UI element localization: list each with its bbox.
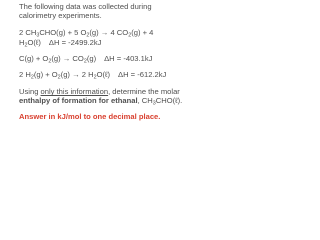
eq2-sub-2b: 2 bbox=[83, 58, 87, 65]
eq3-part-a: 2 H bbox=[19, 70, 31, 80]
question-underlined: only this information bbox=[40, 87, 109, 97]
eq1-sub-3: 3 bbox=[36, 32, 40, 39]
eq3-part-b: (g) + O bbox=[33, 70, 58, 80]
eq1-part-b: CHO(g) + 5 O bbox=[39, 28, 87, 38]
equation-2 bbox=[19, 54, 197, 63]
question-line-2 bbox=[19, 96, 197, 105]
eq1-sub-2a: 2 bbox=[86, 32, 90, 39]
question-prefix: Using bbox=[19, 87, 41, 97]
eq1-cont-b: O(ℓ) bbox=[27, 37, 41, 47]
question-bold: enthalpy of formation for ethanal bbox=[19, 96, 138, 106]
eq1-sub-2b: 2 bbox=[128, 32, 132, 39]
eq2-part-b: (g) → CO bbox=[51, 53, 84, 63]
eq2-part-c: (g) bbox=[86, 53, 97, 63]
question-content bbox=[19, 2, 197, 121]
eq3-sub-2a: 2 bbox=[30, 74, 34, 81]
eq2-delta-h: ΔH = -403.1kJ bbox=[104, 53, 153, 63]
eq2-part-a: C(g) + O bbox=[19, 53, 49, 63]
intro-line-1: The following data was collected during bbox=[19, 2, 152, 11]
eq3-part-c: (g) → 2 H bbox=[60, 70, 94, 80]
eq1-sub-2c: 2 bbox=[24, 42, 28, 49]
eq1-cont-a: H bbox=[19, 37, 25, 47]
eq1-delta-h: ΔH = -2499.2kJ bbox=[48, 37, 102, 47]
eq3-part-d: O(ℓ) bbox=[96, 70, 111, 80]
answer-instruction: Answer in kJ/mol to one decimal place. bbox=[19, 111, 161, 121]
equation-1-line-1 bbox=[19, 28, 197, 37]
question-suffix-b: CHO(ℓ). bbox=[155, 96, 183, 106]
eq1-part-c: (g) → 4 CO bbox=[89, 28, 129, 38]
equation-1-line-2 bbox=[19, 38, 197, 47]
eq3-delta-h: ΔH = -612.2kJ bbox=[118, 70, 167, 80]
question-middle: , determine the molar bbox=[108, 87, 180, 97]
eq3-sub-2b: 2 bbox=[57, 74, 61, 81]
eq1-part-d: (g) + 4 bbox=[131, 28, 154, 38]
question-line-1 bbox=[19, 87, 197, 96]
eq2-sub-2a: 2 bbox=[48, 58, 52, 65]
equation-3 bbox=[19, 70, 197, 79]
eq3-sub-2c: 2 bbox=[93, 74, 97, 81]
question-suffix-a: , CH bbox=[137, 96, 153, 106]
eq1-part-a: 2 CH bbox=[19, 28, 37, 38]
question-sub-3: 3 bbox=[152, 100, 156, 107]
intro-line-2: calorimetry experiments. bbox=[19, 11, 102, 21]
